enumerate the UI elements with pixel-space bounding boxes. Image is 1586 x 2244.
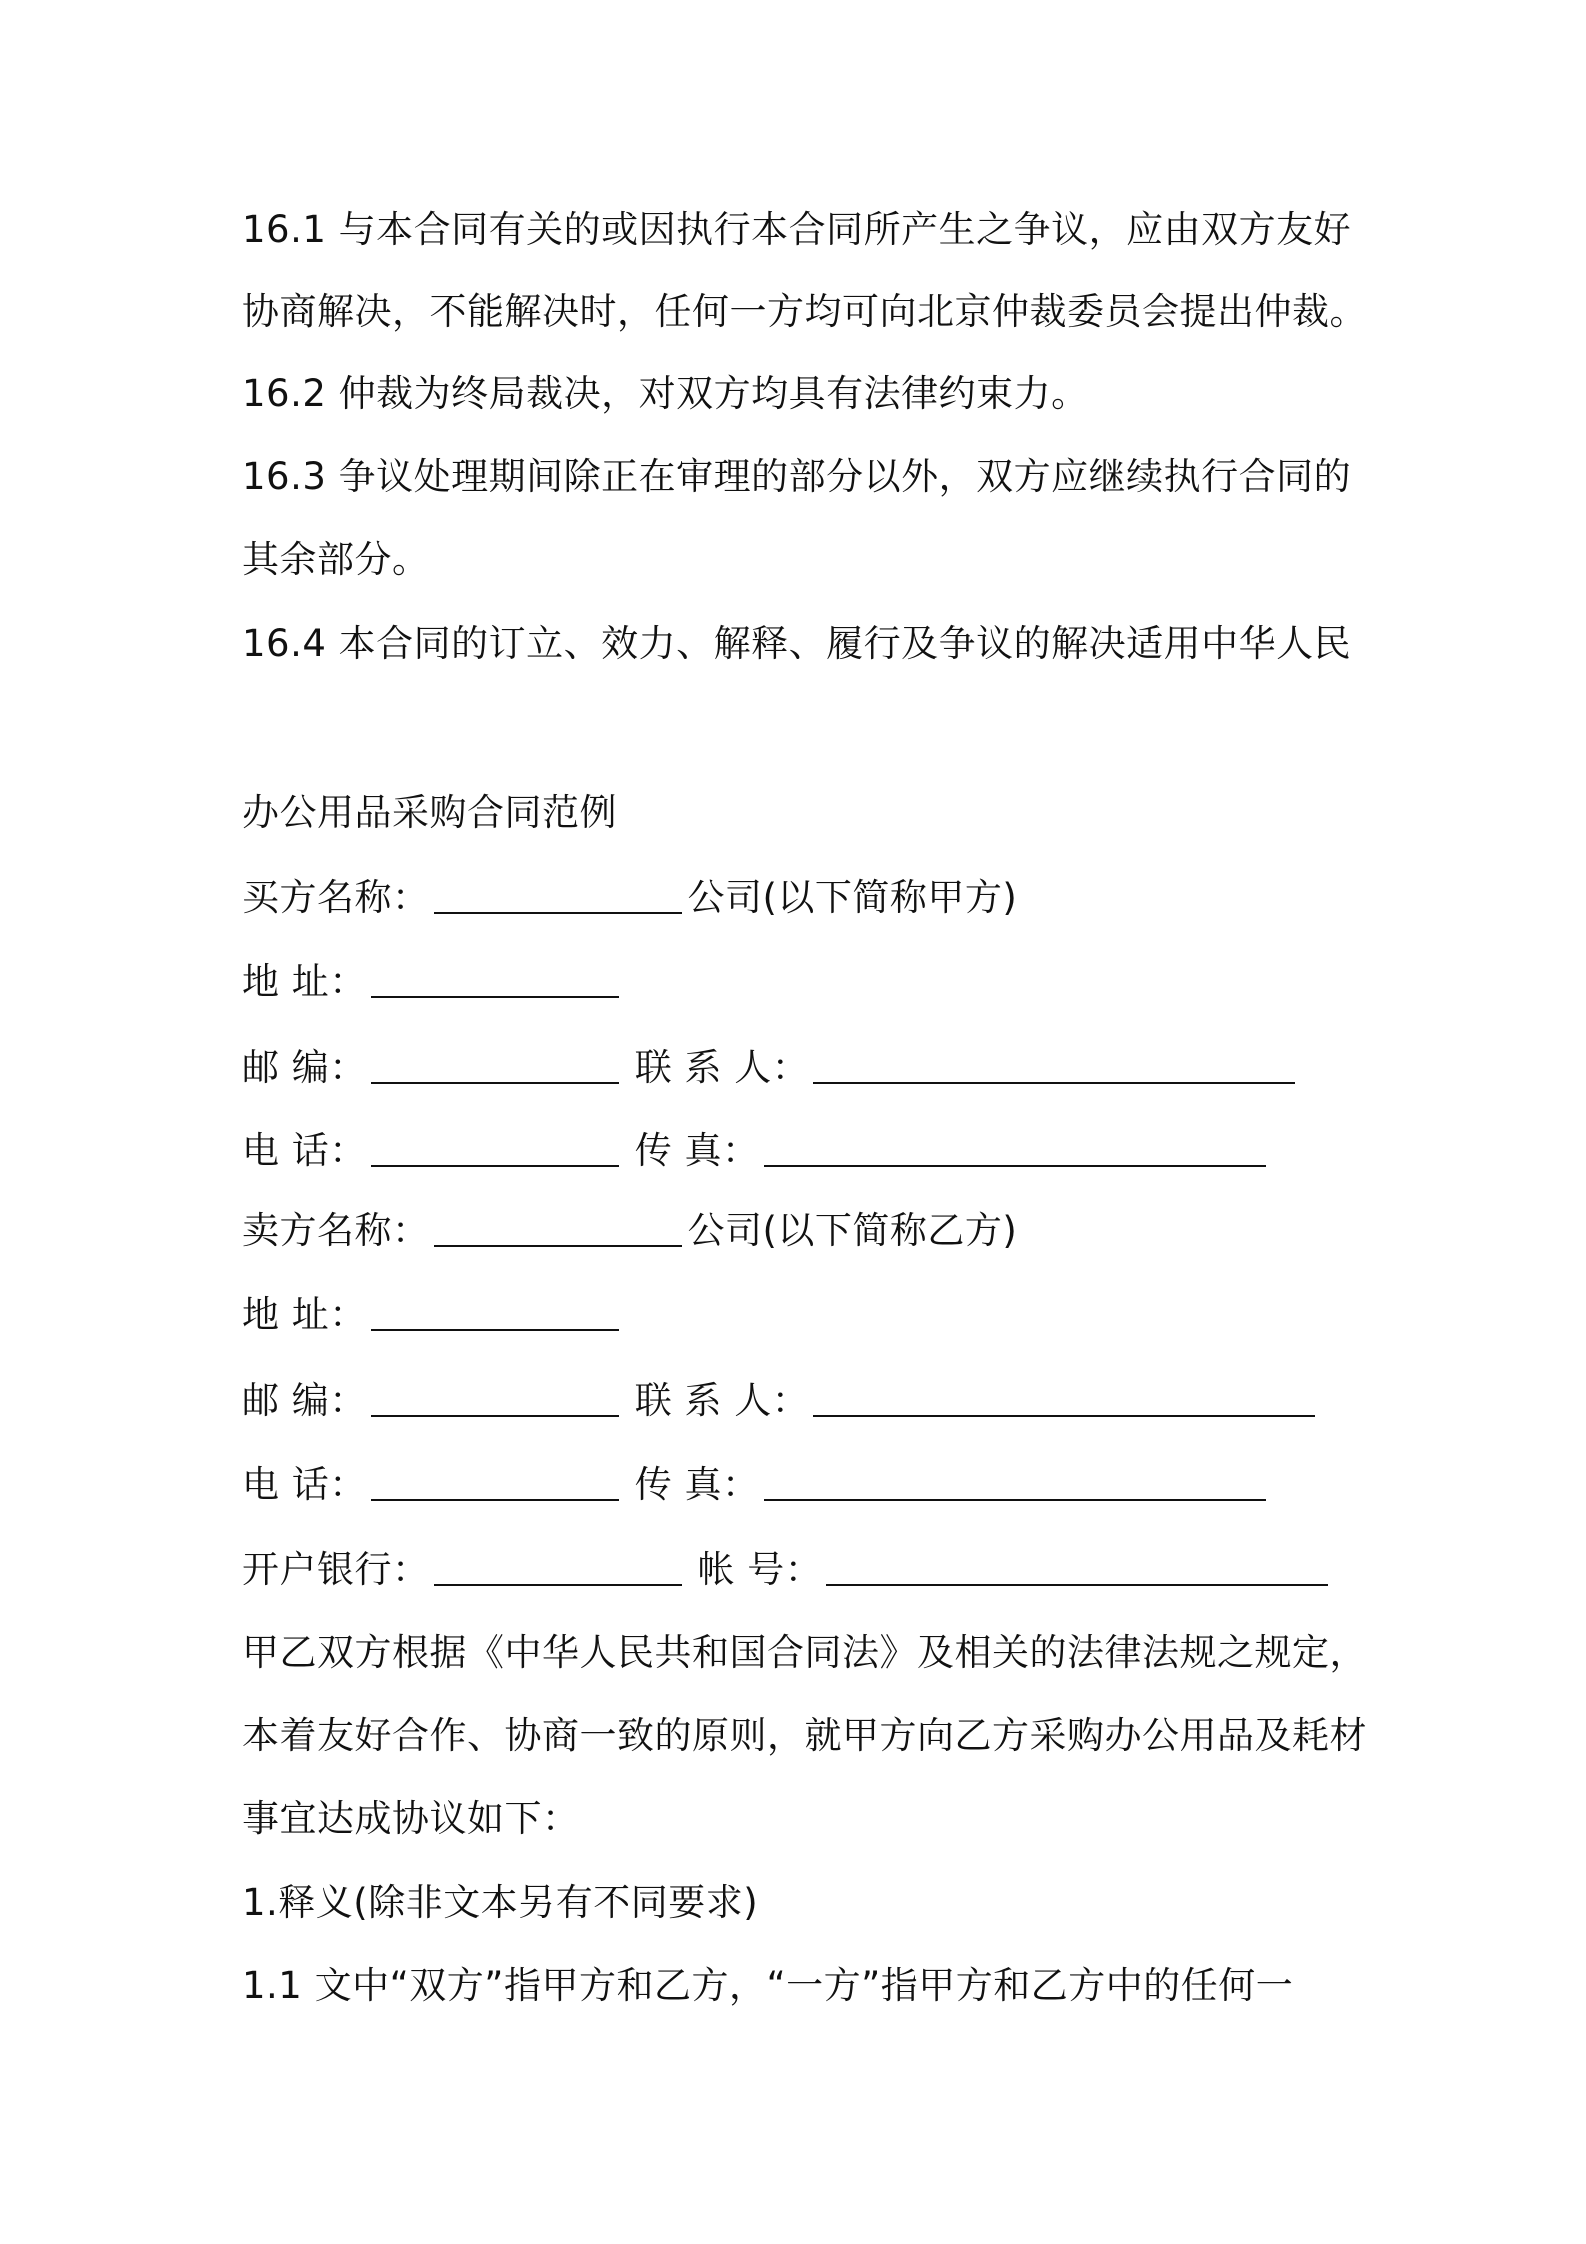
buyer-fax-label: 传 真：: [634, 1129, 760, 1172]
seller-phone-row: [242, 1461, 1272, 1508]
clause-16-1-line-1: 16.1 与本合同有关的或因执行本合同所产生之争议，应由双方友好: [242, 208, 1352, 251]
seller-postcode-blank: [371, 1381, 619, 1417]
buyer-phone-blank: [371, 1131, 619, 1167]
buyer-name-label: 买方名称：: [242, 876, 430, 919]
buyer-postcode-row: [242, 1044, 1301, 1091]
buyer-name-row: [242, 874, 1017, 921]
seller-phone-blank: [371, 1465, 619, 1501]
seller-name-label: 卖方名称：: [242, 1209, 430, 1252]
seller-bank-row: [242, 1546, 1334, 1593]
seller-name-blank: [434, 1211, 682, 1247]
contract-title: 办公用品采购合同范例: [242, 791, 617, 834]
buyer-name-blank: [434, 878, 682, 914]
clause-16-4-line-1: 16.4 本合同的订立、效力、解释、履行及争议的解决适用中华人民: [242, 622, 1352, 665]
seller-address-label: 地 址：: [242, 1293, 367, 1336]
clause-16-3-line-1: 16.3 争议处理期间除正在审理的部分以外，双方应继续执行合同的: [242, 455, 1352, 498]
clause-16-1-line-2: 协商解决，不能解决时，任何一方均可向北京仲裁委员会提出仲裁。: [242, 290, 1367, 333]
clause-16-3-line-2: 其余部分。: [242, 538, 430, 581]
seller-account-blank: [826, 1550, 1328, 1586]
section-1-heading: 1.释义(除非文本另有不同要求): [242, 1881, 759, 1924]
preamble-line-2: 本着友好合作、协商一致的原则，就甲方向乙方采购办公用品及耗材: [242, 1714, 1367, 1757]
seller-account-label: 帐 号：: [697, 1548, 823, 1591]
preamble-line-3: 事宜达成协议如下：: [242, 1797, 580, 1840]
seller-phone-label: 电 话：: [242, 1463, 367, 1506]
preamble-line-1: 甲乙双方根据《中华人民共和国合同法》及相关的法律法规之规定，: [242, 1631, 1367, 1674]
seller-bank-label: 开户银行：: [242, 1548, 430, 1591]
buyer-address-label: 地 址：: [242, 960, 367, 1003]
seller-contact-blank: [813, 1381, 1315, 1417]
seller-contact-label: 联 系 人：: [634, 1379, 810, 1422]
buyer-contact-blank: [813, 1048, 1295, 1084]
seller-postcode-label: 邮 编：: [242, 1379, 367, 1422]
buyer-address-blank: [371, 962, 619, 998]
seller-name-suffix: 公司(以下简称乙方): [687, 1209, 1018, 1252]
seller-address-blank: [371, 1295, 619, 1331]
buyer-postcode-blank: [371, 1048, 619, 1084]
buyer-phone-label: 电 话：: [242, 1129, 367, 1172]
clause-1-1-line-1: 1.1 文中“双方”指甲方和乙方，“一方”指甲方和乙方中的任何一: [242, 1964, 1294, 2007]
clause-16-2: 16.2 仲裁为终局裁决，对双方均具有法律约束力。: [242, 372, 1089, 415]
seller-fax-blank: [764, 1465, 1266, 1501]
seller-postcode-row: [242, 1377, 1321, 1424]
buyer-postcode-label: 邮 编：: [242, 1046, 367, 1089]
buyer-name-suffix: 公司(以下简称甲方): [687, 876, 1018, 919]
buyer-address-row: [242, 958, 625, 1005]
buyer-contact-label: 联 系 人：: [634, 1046, 810, 1089]
seller-fax-label: 传 真：: [634, 1463, 760, 1506]
seller-name-row: [242, 1207, 1017, 1254]
buyer-phone-row: [242, 1127, 1272, 1174]
seller-address-row: [242, 1291, 625, 1338]
seller-bank-blank: [434, 1550, 682, 1586]
buyer-fax-blank: [764, 1131, 1266, 1167]
